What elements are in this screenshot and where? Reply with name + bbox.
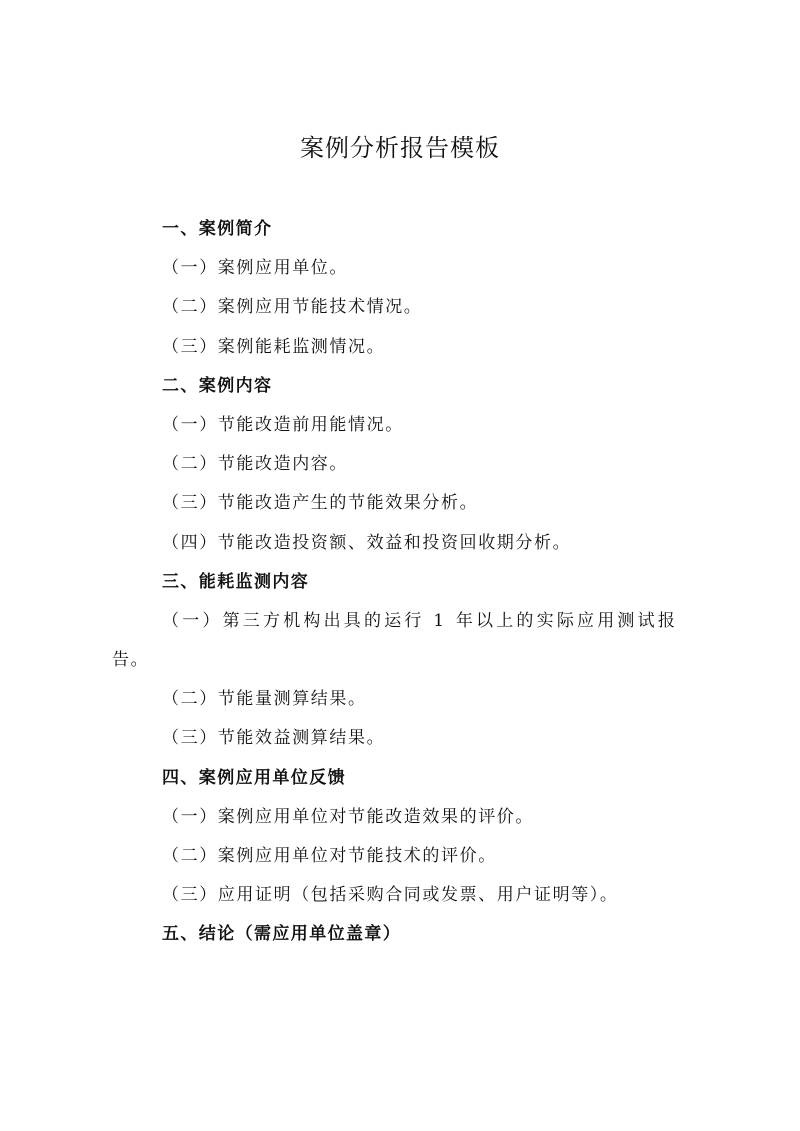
section-1-item-1: （一）案例应用单位。: [162, 258, 348, 279]
section-heading-1: 一、案例简介: [162, 219, 273, 239]
section-2-item-4: （四）节能改造投资额、效益和投资回收期分析。: [162, 532, 572, 553]
section-1-item-2: （二）案例应用节能技术情况。: [162, 297, 423, 318]
section-3-item-3: （三）节能效益测算结果。: [162, 728, 386, 749]
section-heading-3: 三、能耗监测内容: [162, 571, 310, 592]
section-4-item-2: （二）案例应用单位对节能技术的评价。: [162, 846, 497, 866]
section-3-item-1-line-2: 告。: [112, 650, 150, 671]
section-3-item-2: （二）节能量测算结果。: [162, 689, 367, 710]
section-4-item-3: （三）应用证明（包括采购合同或发票、用户证明等）。: [162, 885, 619, 906]
section-3-item-1-line-1: （一）第三方机构出具的运行 1 年以上的实际应用测试报: [162, 610, 679, 631]
section-2-item-3: （三）节能改造产生的节能效果分析。: [162, 493, 479, 514]
document-body: [112, 210, 692, 955]
section-heading-4: 四、案例应用单位反馈: [162, 767, 346, 788]
section-4-item-1: （一）案例应用单位对节能改造效果的评价。: [162, 806, 534, 827]
document-title: 案例分析报告模板: [300, 134, 500, 162]
section-1-item-3: （三）案例能耗监测情况。: [162, 336, 386, 357]
section-2-item-2: （二）节能改造内容。: [162, 454, 348, 475]
section-heading-2: 二、案例内容: [162, 375, 273, 396]
section-heading-5: 五、结论（需应用单位盖章）: [162, 924, 402, 945]
section-2-item-1: （一）节能改造前用能情况。: [162, 414, 404, 435]
